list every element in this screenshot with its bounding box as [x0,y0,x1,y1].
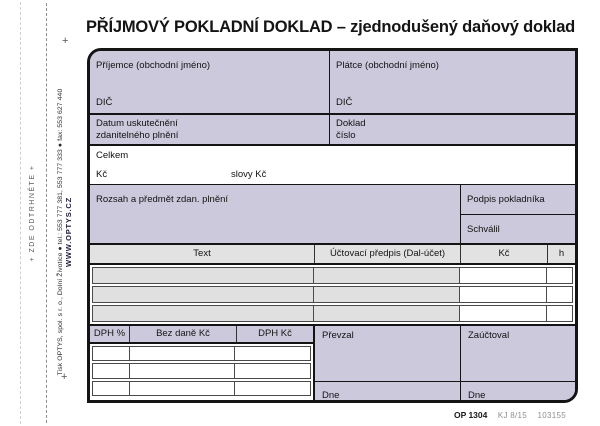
vat-row [92,381,311,397]
posted-date-label: Dne [468,390,486,401]
form-title: PŘÍJMOVÝ POKLADNÍ DOKLAD – zjednodušený daňový doklad [86,18,576,36]
vat-cell-rate [92,363,130,379]
form-body [87,48,578,403]
total-label: Celkem [96,150,129,161]
vat-header-amount: DPH Kč [258,328,292,340]
posted-box [461,326,575,400]
posted-date-strip [461,381,575,400]
recipient-dic-label: DIČ [96,97,113,108]
document-label-line2: číslo [336,129,356,141]
vat-cell-base [130,346,235,362]
recipient-label: Příjemce (obchodní jméno) [96,60,211,71]
table-row [92,286,573,303]
cell-h [547,305,573,322]
cell-kc [460,286,547,303]
vat-table-body [90,344,313,401]
cell-h [547,286,573,303]
table-row [92,305,573,322]
vat-cell-rate [92,346,130,362]
printer-website: WWW.OPTYS.CZ [64,197,73,268]
print-series: KJ 8/15 [497,411,528,420]
vat-row [92,346,311,362]
header-account: Účtovací předpis (Dal-účet) [315,245,461,263]
approved-box [461,215,575,243]
payer-dic-label: DIČ [336,97,353,108]
total-kc-label: Kč [96,169,108,180]
document-label-line1: Doklad [336,118,366,129]
cashier-signature-box [461,185,575,215]
cell-text [92,305,314,322]
vat-header-base: Bez daně Kč [130,326,237,342]
taxable-date-label-line2: zdanitelného plnění [96,129,179,141]
recipient-box [90,51,330,113]
cell-account [314,305,460,322]
taxable-date-label-line1: Datum uskutečnění [96,118,178,129]
cell-h [547,267,573,284]
vat-cell-amount [235,346,311,362]
form-code: OP 1304 [453,410,488,420]
received-date-strip [315,381,460,400]
date-document-row [90,115,575,146]
total-row [90,146,575,185]
pad-edge-dashed-line [20,2,21,424]
scope-signature-row [90,185,575,245]
approved-label: Schválil [467,224,500,235]
footer-codes [87,405,566,423]
tear-here-label: + ZDE ODTRHNĚTE + [29,164,36,262]
cell-text [92,286,314,303]
vat-cell-rate [92,381,130,397]
cashier-signature-label: Podpis pokladníka [467,194,545,205]
payer-label: Plátce (obchodní jméno) [336,60,439,71]
received-date-label: Dne [322,390,340,401]
scope-label: Rozsah a předmět zdan. plnění [96,194,229,205]
table-row [92,267,573,284]
accounting-table-body [90,265,575,325]
vat-cell-base [130,363,235,379]
registration-mark-bottom: + [61,371,68,383]
scope-box [90,185,461,243]
vat-row [92,363,311,379]
document-number-box [330,115,575,144]
printer-info-block [57,59,79,405]
accounting-table-header [90,245,575,265]
parties-row [90,51,575,115]
vat-cell-base [130,381,235,397]
received-box [315,326,461,400]
vat-cell-amount [235,363,311,379]
header-text: Text [90,245,315,263]
cell-account [314,286,460,303]
header-h: h [558,248,565,260]
cell-kc [460,305,547,322]
taxable-date-box [90,115,330,144]
posted-label: Zaúčtoval [468,330,510,341]
cell-account [314,267,460,284]
vat-table-header [90,326,313,344]
total-in-words-label: slovy Kč [231,169,267,180]
posted-space [461,341,575,381]
vat-cell-amount [235,381,311,397]
header-kc: Kč [461,245,548,263]
vat-table [90,326,315,400]
printer-info-line: Tisk OPTYS, spol. s r. o., Dolní Životice ● tel.: 553 777 381, 553 777 333 ● fax: 553 627 440 [57,88,64,376]
vat-and-signoff-row [90,324,575,400]
perforation-dashed-line [46,3,47,423]
payer-box [330,51,575,113]
print-number: 103155 [537,411,566,420]
registration-mark-top: + [62,35,69,47]
cell-kc [460,267,547,284]
received-label: Převzal [322,330,354,341]
received-space [315,341,460,381]
cell-text [92,267,314,284]
signature-column [461,185,575,243]
vat-header-rate: DPH % [90,326,130,342]
